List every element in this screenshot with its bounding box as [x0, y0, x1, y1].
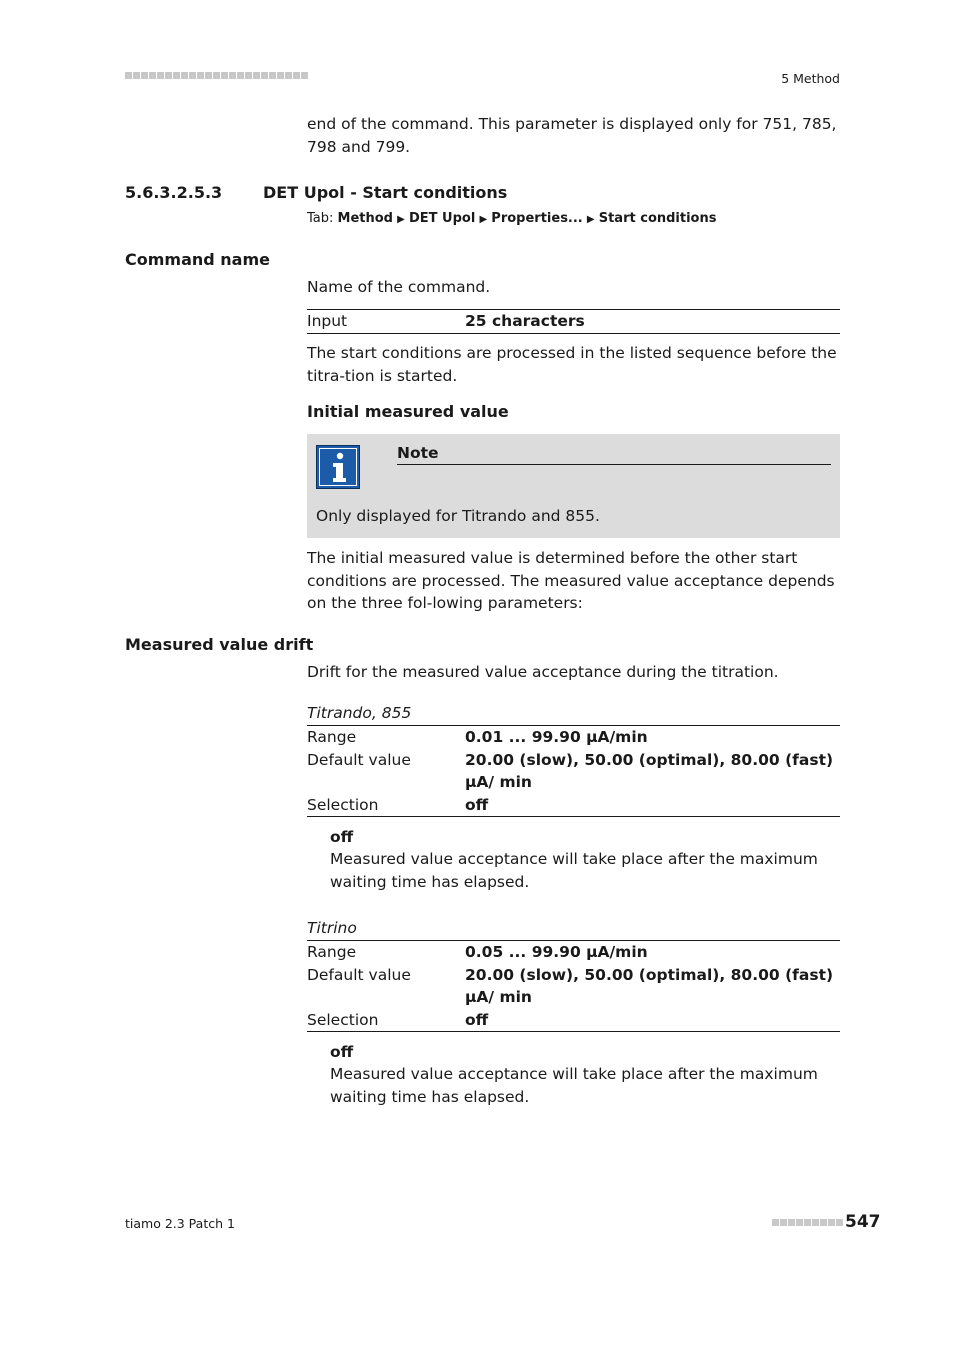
param-value: off [465, 795, 489, 814]
table-row [307, 964, 840, 1009]
footer-decoration [772, 1219, 843, 1226]
command-name-heading: Command name [125, 250, 270, 269]
tab-path-item: Method [337, 211, 393, 226]
option-name: off [330, 1043, 354, 1061]
table-row [307, 1009, 840, 1032]
footer-product: tiamo 2.3 Patch 1 [125, 1216, 235, 1231]
param-key: Default value [307, 750, 411, 769]
tab-path [307, 211, 716, 226]
param-value: 0.01 ... 99.90 µA/min [465, 728, 648, 746]
param-key: Selection [307, 795, 379, 814]
table-row [307, 794, 840, 817]
drift-table-titrino [307, 940, 840, 1032]
tab-path-separator-icon: ▶ [397, 214, 405, 225]
command-name-table [307, 309, 840, 334]
initial-measured-value-paragraph: The initial measured value is determined before the other start conditions are processed. The measured value acceptance depends on the three fol-lowing parameters: [307, 549, 835, 612]
param-value: 0.05 ... 99.90 µA/min [465, 943, 648, 961]
note-box [307, 434, 840, 538]
tab-path-separator-icon: ▶ [479, 214, 488, 225]
header-chapter: 5 Method [781, 71, 840, 86]
section-title: DET Upol - Start conditions [263, 183, 508, 202]
param-key: Selection [307, 1010, 379, 1029]
table-caption: Titrando, 855 [307, 704, 412, 722]
tab-path-separator-icon: ▶ [586, 214, 595, 225]
table-row [307, 726, 840, 749]
param-key: Default value [307, 965, 411, 984]
intro-paragraph: end of the command. This parameter is displayed only for 751, 785, 798 and 799. [307, 115, 837, 156]
command-name-description: Name of the command. [307, 278, 491, 296]
param-value: 20.00 (slow), 50.00 (optimal), 80.00 (fast) µA/ min [465, 750, 834, 791]
table-caption: Titrino [307, 919, 357, 937]
note-title: Note [397, 442, 831, 465]
measured-value-drift-heading: Measured value drift [125, 635, 314, 654]
param-value: off [465, 1010, 489, 1029]
param-key: Range [307, 728, 357, 746]
section-number: 5.6.3.2.5.3 [125, 183, 223, 202]
measured-value-drift-description: Drift for the measured value acceptance during the titration. [307, 663, 779, 681]
table-row [307, 749, 840, 794]
param-key: Input [307, 312, 348, 330]
table-row [307, 310, 840, 334]
param-key: Range [307, 943, 357, 961]
initial-measured-value-heading: Initial measured value [307, 402, 509, 421]
tab-path-item: Start conditions [598, 211, 717, 226]
option-description: Measured value acceptance will take place after the maximum waiting time has elapsed. [330, 1065, 818, 1106]
table-row [307, 941, 840, 964]
page-number: 547 [845, 1212, 881, 1232]
tab-path-prefix: Tab: [307, 211, 334, 226]
tab-path-item: DET Upol [408, 211, 476, 226]
start-conditions-paragraph: The start conditions are processed in the listed sequence before the titra-tion is started. [307, 344, 837, 385]
header-decoration [125, 72, 308, 82]
drift-table-titrando [307, 725, 840, 817]
tab-path-item: Properties... [491, 211, 583, 226]
note-text: Only displayed for Titrando and 855. [316, 507, 600, 525]
param-value: 20.00 (slow), 50.00 (optimal), 80.00 (fast) µA/ min [465, 965, 834, 1006]
option-name: off [330, 828, 354, 846]
param-value: 25 characters [465, 312, 585, 330]
option-description: Measured value acceptance will take place after the maximum waiting time has elapsed. [330, 850, 818, 891]
info-icon [316, 445, 360, 489]
